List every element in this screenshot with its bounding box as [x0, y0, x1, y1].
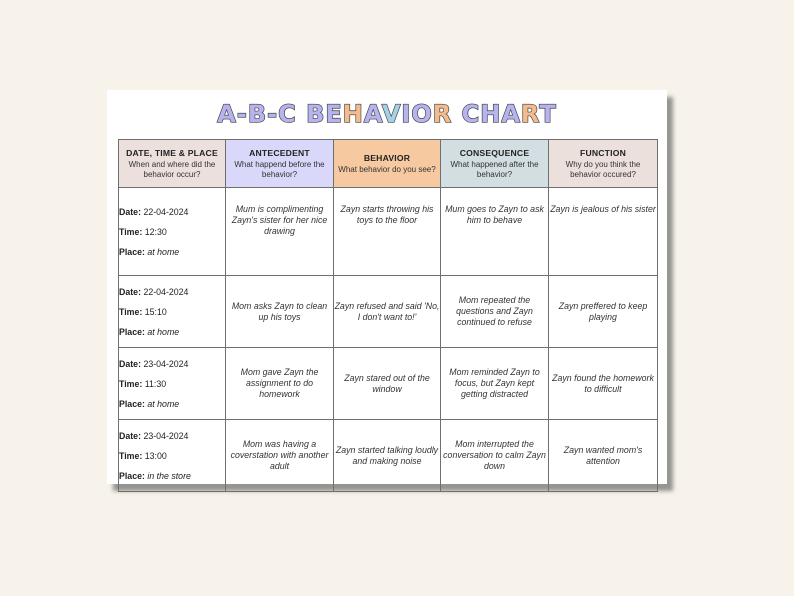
function-cell: Zayn wanted mom's attention [549, 420, 658, 492]
header-consequence: CONSEQUENCE What happened after the behavior? [441, 140, 549, 188]
date-time-place-cell: Date: 23-04-2024 Time: 11:30 Place: at home [119, 348, 226, 420]
place-value: at home [147, 398, 180, 409]
table-row [119, 276, 658, 348]
date-value: 22-04-2024 [143, 286, 189, 297]
header-function: FUNCTION Why do you think the behavior occured? [549, 140, 658, 188]
function-cell: Zayn found the homework to difficult [549, 348, 658, 420]
function-cell: Zayn is jealous of his sister [549, 188, 658, 276]
title-letter: A [217, 100, 237, 128]
title-letter: H [342, 100, 364, 128]
title-letter: C [461, 100, 481, 128]
table-row [119, 420, 658, 492]
title-letter [297, 100, 306, 128]
date-time-place-cell: Date: 22-04-2024 Time: 15:10 Place: at home [119, 276, 226, 348]
title-letter [452, 100, 461, 128]
date-value: 23-04-2024 [143, 358, 189, 369]
time-value: 13:00 [144, 450, 167, 461]
table-row [119, 348, 658, 420]
title-letter: O [411, 100, 433, 128]
title-letter: - [236, 100, 248, 128]
title-letter: I [401, 100, 412, 128]
title-letter: R [520, 100, 540, 128]
header-row [119, 140, 658, 188]
behavior-chart-sheet [107, 90, 667, 484]
table-row [119, 188, 658, 276]
title-letter: - [267, 100, 279, 128]
chart-title [107, 100, 667, 128]
antecedent-cell: Mom was having a coverstation with another adult [226, 420, 334, 492]
date-time-place-cell: Date: 22-04-2024 Time: 12:30 Place: at home [119, 188, 226, 276]
time-value: 15:10 [144, 306, 167, 317]
consequence-cell: Mum goes to Zayn to ask him to behave [441, 188, 549, 276]
title-letter: T [539, 100, 557, 128]
antecedent-cell: Mom gave Zayn the assignment to do homework [226, 348, 334, 420]
time-value: 11:30 [144, 378, 167, 389]
place-value: at home [147, 326, 180, 337]
header-date-time-place: DATE, TIME & PLACE When and where did the behavior occur? [119, 140, 226, 188]
title-letter: B [247, 100, 268, 128]
abc-table [118, 139, 658, 492]
place-value: in the store [147, 470, 191, 481]
place-value: at home [147, 246, 180, 257]
time-value: 12:30 [144, 226, 167, 237]
behavior-cell: Zayn stared out of the window [334, 348, 441, 420]
header-antecedent: ANTECEDENT What happend before the behavior? [226, 140, 334, 188]
consequence-cell: Mom reminded Zayn to focus, but Zayn kept getting distracted [441, 348, 549, 420]
behavior-cell: Zayn starts throwing his toys to the floor [334, 188, 441, 276]
title-letter: H [480, 100, 502, 128]
behavior-cell: Zayn started talking loudly and making noise [334, 420, 441, 492]
date-time-place-cell: Date: 23-04-2024 Time: 13:00 Place: in the store [119, 420, 226, 492]
title-letter: R [432, 100, 453, 128]
title-letter: A [363, 100, 382, 128]
title-letter: A [501, 100, 521, 128]
title-letter: B [306, 100, 326, 128]
behavior-cell: Zayn refused and said 'No, I don't want to!' [334, 276, 441, 348]
antecedent-cell: Mum is complimenting Zayn's sister for her nice drawing [226, 188, 334, 276]
title-letter: V [381, 100, 402, 128]
consequence-cell: Mom interrupted the conversation to calm Zayn down [441, 420, 549, 492]
date-value: 23-04-2024 [143, 430, 189, 441]
title-letter: C [278, 100, 297, 128]
function-cell: Zayn preffered to keep playing [549, 276, 658, 348]
header-behavior: BEHAVIOR What behavior do you see? [334, 140, 441, 188]
title-letter: E [325, 100, 343, 128]
consequence-cell: Mom repeated the questions and Zayn continued to refuse [441, 276, 549, 348]
date-value: 22-04-2024 [143, 206, 189, 217]
antecedent-cell: Mom asks Zayn to clean up his toys [226, 276, 334, 348]
